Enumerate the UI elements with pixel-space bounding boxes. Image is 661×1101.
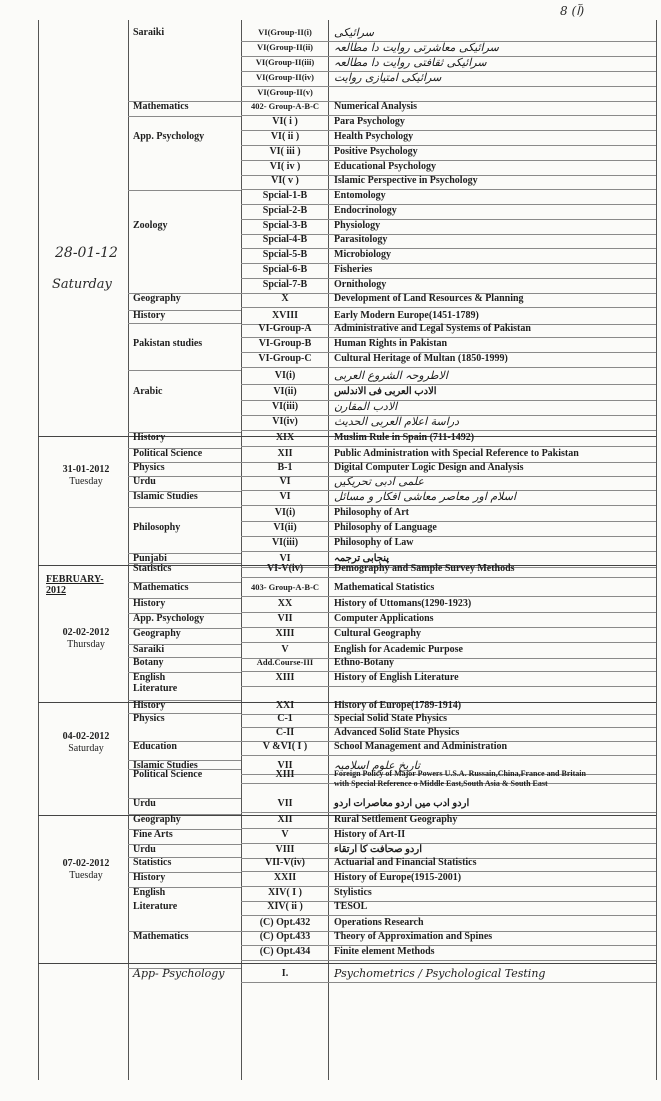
paper-cell: VII-V(iv)	[265, 857, 305, 868]
paper-cell: VI(Group-II(iii)	[255, 57, 315, 67]
subject-rule	[128, 582, 241, 583]
title-cell: Parasitology	[334, 234, 388, 245]
paper-cell: VI( i )	[272, 116, 298, 127]
paper-cell: VI(i)	[274, 370, 296, 381]
title-cell: Special Solid State Physics	[334, 713, 448, 724]
paper-cell: Spcial-3-B	[262, 220, 308, 231]
paper-cell: VII	[277, 760, 293, 771]
day-label: Tuesday	[69, 870, 103, 881]
title-cell: Philosophy of Language	[334, 522, 437, 533]
subject-rule	[128, 968, 241, 969]
paper-cell: VI(iii)	[271, 401, 299, 412]
subject-rule	[128, 672, 241, 673]
subject-rule	[128, 887, 241, 888]
paper-cell: C-II	[275, 727, 295, 738]
subject-cell: App. Psychology	[133, 131, 205, 142]
subject-cell: Mathematics	[133, 931, 189, 942]
paper-cell: XII	[277, 814, 293, 825]
paper-cell: B-1	[277, 462, 293, 473]
subject-cell: Urdu	[133, 798, 156, 809]
paper-cell: I.	[281, 968, 289, 979]
paper-cell: V &VI( I )	[262, 741, 308, 752]
paper-cell: XIV( ii )	[267, 901, 303, 912]
paper-cell: Spcial-5-B	[262, 249, 308, 260]
subject-cell: Zoology	[133, 220, 168, 231]
title-cell: History of Europe(1789-1914)	[334, 700, 462, 711]
subject-rule	[128, 101, 241, 102]
subject-cell: Saraiki	[133, 644, 165, 655]
subject-rule	[128, 563, 241, 564]
subject-cell: Pakistan studies	[133, 338, 203, 349]
subject-cell: Statistics	[133, 563, 172, 574]
subject-rule	[128, 628, 241, 629]
subject-cell: App. Psychology	[133, 613, 205, 624]
title-cell: Development of Land Resources & Planning	[334, 293, 524, 304]
subject-rule	[128, 741, 241, 742]
subject-rule	[128, 613, 241, 614]
subject-rule	[128, 462, 241, 463]
subject-rule	[128, 769, 241, 770]
paper-cell: X	[281, 293, 289, 304]
title-cell: Mathematical Statistics	[334, 582, 435, 593]
paper-cell: XIX	[275, 432, 295, 443]
row-rule	[241, 915, 656, 916]
subject-cell: English	[133, 887, 166, 898]
subject-rule	[128, 293, 241, 294]
paper-cell: Add.Course-III	[256, 657, 314, 667]
paper-cell: Spcial-1-B	[262, 190, 308, 201]
subject-cell: Physics	[133, 462, 165, 473]
paper-cell: XIII	[275, 628, 295, 639]
date-label: 31-01-2012	[62, 464, 110, 475]
paper-cell: VI(Group-II(i)	[258, 27, 312, 37]
subject-rule	[128, 190, 241, 191]
subject-cell: Physics	[133, 713, 165, 724]
subject-rule	[128, 644, 241, 645]
row-rule	[241, 384, 656, 385]
subject-rule	[128, 760, 241, 761]
subject-cell: History	[133, 872, 166, 883]
title-cell: Computer Applications	[334, 613, 434, 624]
paper-cell: VII	[277, 613, 293, 624]
paper-cell: VI(iii)	[271, 537, 299, 548]
row-rule	[241, 551, 656, 552]
month-heading: FEBRUARY- 2012	[46, 574, 104, 596]
left-border	[38, 20, 39, 1080]
subject-rule	[128, 491, 241, 492]
subject-cell: Urdu	[133, 476, 156, 487]
subject-rule	[128, 116, 241, 117]
subject-cell: Education	[133, 741, 177, 752]
title-cell: Rural Settlement Geography	[334, 814, 458, 825]
paper-cell: VI(ii)	[273, 522, 297, 533]
day-label: Thursday	[67, 639, 105, 650]
subject-cell: Political Science	[133, 769, 203, 780]
row-rule	[241, 642, 656, 643]
title-cell: الادب المقارن	[334, 400, 398, 413]
paper-cell: Spcial-6-B	[262, 264, 308, 275]
paper-cell: XII	[277, 448, 293, 459]
title-cell: Philosophy of Law	[334, 537, 414, 548]
subject-rule	[128, 814, 241, 815]
title-cell: English for Academic Purpose	[334, 644, 463, 655]
paper-cell: Spcial-7-B	[262, 279, 308, 290]
paper-cell: VI	[279, 476, 291, 487]
title-cell: History of Art-II	[334, 829, 406, 840]
subject-rule	[128, 598, 241, 599]
subject-cell: Islamic Studies	[133, 491, 198, 502]
paper-cell: VI(Group-II(iv)	[256, 72, 314, 82]
title-cell: Human Rights in Pakistan	[334, 338, 448, 349]
day-label: Saturday	[68, 743, 104, 754]
subject-cell: Punjabi	[133, 553, 167, 564]
title-cell: Endocrinology	[334, 205, 397, 216]
subject-rule	[128, 844, 241, 845]
subject-rule	[128, 507, 241, 508]
paper-cell: VI	[279, 553, 291, 564]
title-cell: سرائیکی ثقافتی روایت دا مطالعہ	[334, 56, 487, 69]
row-rule	[241, 430, 656, 431]
paper-cell: VI(ii)	[273, 386, 297, 397]
subject-cell: Islamic Studies	[133, 760, 198, 771]
subject-cell: English Literature	[133, 672, 178, 694]
subject-rule	[128, 323, 241, 324]
title-cell: Psychometrics / Psychological Testing	[334, 967, 546, 980]
subject-rule	[128, 476, 241, 477]
title-cell: Health Psychology	[334, 131, 414, 142]
paper-cell: Spcial-2-B	[262, 205, 308, 216]
row-rule	[241, 577, 656, 578]
title-cell: Fisheries	[334, 264, 373, 275]
subject-cell: Mathematics	[133, 101, 189, 112]
paper-cell: XIV( I )	[268, 887, 302, 898]
row-rule	[241, 960, 656, 961]
day-label: Tuesday	[69, 476, 103, 487]
title-cell: Numerical Analysis	[334, 101, 418, 112]
title-cell: Philosophy of Art	[334, 507, 410, 518]
paper-cell: XX	[277, 598, 293, 609]
date-label: 07-02-2012	[62, 858, 110, 869]
paper-cell: V	[281, 644, 289, 655]
title-cell: Ethno-Botany	[334, 657, 395, 668]
paper-cell: VI(iv)	[272, 416, 298, 427]
subject-column-divider	[241, 20, 242, 1080]
paper-cell: V	[281, 829, 289, 840]
subject-rule	[128, 872, 241, 873]
paper-cell: VI( v )	[271, 175, 299, 186]
date-column-divider	[128, 20, 129, 1080]
title-cell: Demography and Sample Survey Methods	[334, 563, 515, 574]
title-cell: سرائیکی معاشرتی روایت دا مطالعہ	[334, 41, 499, 54]
title-cell: History of Europe(1915-2001)	[334, 872, 462, 883]
subject-cell: Literature	[133, 901, 178, 912]
title-cell: اردو ادب میں اردو معاصرات اردو	[334, 798, 470, 809]
title-cell: Microbiology	[334, 249, 392, 260]
paper-cell: Spcial-4-B	[262, 234, 308, 245]
title-cell: الادب العربی فی الاندلس	[334, 386, 437, 397]
title-cell: Cultural Heritage of Multan (1850-1999)	[334, 353, 508, 364]
subject-cell: History	[133, 598, 166, 609]
row-rule	[241, 812, 656, 813]
page-marker: 8 (آ)	[560, 4, 585, 18]
title-cell: Theory of Approximation and Spines	[334, 931, 493, 942]
title-cell: History of English Literature	[334, 672, 459, 683]
subject-cell: Fine Arts	[133, 829, 173, 840]
row-rule	[241, 596, 656, 597]
title-cell: Para Psychology	[334, 116, 405, 127]
paper-cell: VI( iii )	[269, 146, 301, 157]
title-cell: تاریخ علوم اسلامیہ	[334, 759, 421, 772]
paper-cell: (C) Opt.434	[259, 946, 311, 957]
paper-cell: XVIII	[271, 310, 299, 321]
paper-column-divider	[328, 20, 329, 1080]
paper-cell: VI( ii )	[270, 131, 300, 142]
subject-rule	[128, 700, 241, 701]
subject-cell: Geography	[133, 293, 181, 304]
paper-cell: C-1	[277, 713, 293, 724]
subject-rule	[128, 448, 241, 449]
paper-cell: VI-Group-A	[258, 323, 312, 334]
title-cell: اردو صحافت کا ارتقاء	[334, 844, 422, 855]
title-cell: سرائیکی امتیازی روایت	[334, 71, 442, 84]
title-cell: دراسة اعلام العربی الحدیث	[334, 415, 460, 428]
subject-cell: Philosophy	[133, 522, 181, 533]
subject-cell: Mathematics	[133, 582, 189, 593]
subject-cell: Statistics	[133, 857, 172, 868]
subject-cell: History	[133, 432, 166, 443]
subject-rule	[128, 432, 241, 433]
title-cell: Entomology	[334, 190, 386, 201]
row-rule	[241, 686, 656, 687]
title-cell: سرائیکی	[334, 26, 374, 39]
row-rule	[241, 307, 656, 308]
subject-cell: Arabic	[133, 386, 163, 397]
title-cell: Digital Computer Logic Design and Analysis	[334, 462, 524, 473]
right-border	[656, 20, 657, 1080]
title-cell: Actuarial and Financial Statistics	[334, 857, 477, 868]
title-cell: TESOL	[334, 901, 368, 912]
paper-cell: XXI	[275, 700, 295, 711]
subject-rule	[128, 713, 241, 714]
subject-rule	[128, 657, 241, 658]
subject-cell: Geography	[133, 814, 181, 825]
paper-cell: (C) Opt.432	[259, 917, 311, 928]
date-label: 28-01-12	[55, 245, 118, 261]
paper-cell: VIII	[275, 844, 295, 855]
row-rule	[241, 982, 656, 983]
date-label: 02-02-2012	[62, 627, 110, 638]
title-cell: Administrative and Legal Systems of Pakistan	[334, 323, 531, 334]
subject-rule	[128, 829, 241, 830]
paper-cell: VII	[277, 798, 293, 809]
title-cell: Public Administration with Special Reference to Pakistan	[334, 448, 579, 459]
title-cell: Muslim Rule in Spain (711-1492)	[334, 432, 475, 443]
subject-cell: Saraiki	[133, 27, 165, 38]
title-cell: Advanced Solid State Physics	[334, 727, 460, 738]
subject-rule	[128, 857, 241, 858]
title-cell: Foreign Policy of Major Powers U.S.A. Russain,China,France and Britain with Special Reference o Middle East,South Asia & South East	[334, 769, 586, 788]
subject-cell: Botany	[133, 657, 164, 668]
subject-rule	[128, 370, 241, 371]
paper-cell: 402- Group-A-B-C	[250, 101, 320, 111]
subject-cell: App- Psychology	[133, 967, 225, 980]
subject-cell: Political Science	[133, 448, 203, 459]
title-cell: School Management and Administration	[334, 741, 508, 752]
title-cell: Positive Psychology	[334, 146, 418, 157]
title-cell: Educational Psychology	[334, 161, 436, 172]
title-cell: Stylistics	[334, 887, 372, 898]
title-cell: History of Uttomans(1290-1923)	[334, 598, 472, 609]
paper-cell: VI(Group-II(v)	[257, 87, 313, 97]
title-cell: پنجابی ترجمہ	[334, 553, 390, 564]
paper-cell: VI-Group-B	[258, 338, 312, 349]
paper-cell: (C) Opt.433	[259, 931, 311, 942]
subject-rule	[128, 310, 241, 311]
title-cell: اسلام اور معاصر معاشی افکار و مسائل	[334, 490, 517, 503]
paper-cell: XXII	[273, 872, 297, 883]
title-cell: Physiology	[334, 220, 381, 231]
paper-cell: XIII	[275, 769, 295, 780]
row-rule	[241, 446, 656, 447]
title-cell: الاطروحہ الشروع العربی	[334, 369, 448, 382]
subject-rule	[128, 798, 241, 799]
title-cell: Islamic Perspective in Psychology	[334, 175, 478, 186]
paper-cell: VI(Group-II(ii)	[256, 42, 314, 52]
subject-cell: History	[133, 310, 166, 321]
paper-cell: 403- Group-A-B-C	[250, 582, 320, 592]
paper-cell: VI	[279, 491, 291, 502]
row-rule	[241, 755, 656, 756]
date-label: 04-02-2012	[62, 731, 110, 742]
paper-cell: VI-V(iv)	[266, 563, 304, 574]
paper-cell: VI(i)	[274, 507, 296, 518]
title-cell: Early Modern Europe(1451-1789)	[334, 310, 479, 321]
title-cell: علمی ادبی تحریکیں	[334, 475, 424, 488]
subject-rule	[128, 553, 241, 554]
title-cell: Cultural Geography	[334, 628, 421, 639]
title-cell: Operations Research	[334, 917, 424, 928]
subject-cell: Urdu	[133, 844, 156, 855]
subject-cell: History	[133, 700, 166, 711]
row-rule	[241, 505, 656, 506]
block-divider	[38, 963, 656, 964]
paper-cell: VI( iv )	[269, 161, 301, 172]
day-label: Saturday	[52, 277, 112, 292]
title-cell: Finite element Methods	[334, 946, 435, 957]
paper-cell: VI-Group-C	[258, 353, 312, 364]
subject-cell: Geography	[133, 628, 181, 639]
title-cell: Ornithology	[334, 279, 387, 290]
row-rule	[241, 367, 656, 368]
subject-rule	[128, 931, 241, 932]
paper-cell: XIII	[275, 672, 295, 683]
